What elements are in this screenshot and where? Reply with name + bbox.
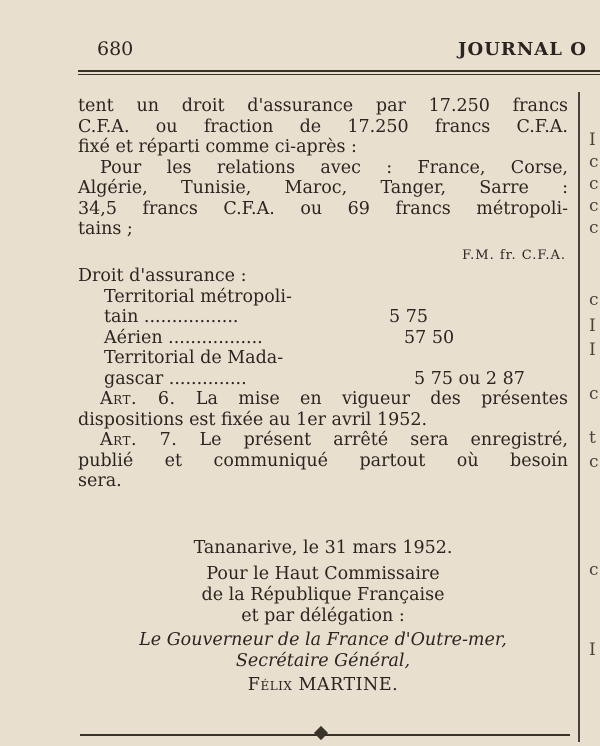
art6-line xyxy=(78,389,568,410)
page-number: 680 xyxy=(97,38,134,60)
signature-line: de la République Française xyxy=(201,585,445,605)
margin-fragment: c xyxy=(589,152,599,172)
art6-label: Art. 6. xyxy=(100,389,176,409)
margin-fragment: c xyxy=(589,452,599,472)
margin-fragment: I xyxy=(589,640,596,660)
adjacent-column-fragment xyxy=(589,0,600,746)
signatory-name: Félix MARTINE. xyxy=(247,675,399,695)
rate-value: 57 50 xyxy=(404,327,455,348)
rate-row xyxy=(78,287,568,308)
art7-line: sera. xyxy=(78,471,122,491)
text-column xyxy=(78,96,568,492)
signatory-title: Secrétaire Général, xyxy=(235,651,411,671)
art7-text: Le présent arrêté sera enregistré, xyxy=(199,430,568,450)
para2-line: Pour les relations avec : France, Corse, xyxy=(100,157,568,178)
art7-label: Art. 7. xyxy=(100,430,178,450)
art7-line xyxy=(78,430,568,451)
margin-fragment: I xyxy=(589,130,596,150)
rate-row xyxy=(78,328,568,349)
margin-fragment: c xyxy=(589,384,599,404)
para2-line: 34,5 francs C.F.A. ou 69 francs métropoli- xyxy=(78,198,568,219)
rate-label: tain ................. xyxy=(104,307,239,327)
page-header xyxy=(0,38,600,68)
rate-row xyxy=(78,307,568,328)
rate-row xyxy=(78,369,568,390)
margin-fragment: t xyxy=(589,428,596,448)
header-rule-thin xyxy=(78,74,600,75)
para1-line: C.F.A. ou fraction de 17.250 francs C.F.A. xyxy=(78,116,568,137)
rate-value: 5 75 ou 2 87 xyxy=(414,368,525,389)
signature-block xyxy=(78,538,568,696)
art6-text: La mise en vigueur des présentes xyxy=(195,389,568,409)
rate-label: Territorial métropoli- xyxy=(104,286,292,307)
place-date: Tananarive, le 31 mars 1952. xyxy=(193,538,453,558)
droit-heading: Droit d'assurance : xyxy=(78,266,247,286)
margin-fragment: c xyxy=(589,290,599,310)
signature-line: Pour le Haut Commissaire xyxy=(206,564,440,584)
margin-fragment: c xyxy=(589,174,599,194)
rule-ornament xyxy=(314,726,328,740)
para2-line: tains ; xyxy=(78,219,133,239)
margin-fragment: c xyxy=(589,218,599,238)
header-rule xyxy=(78,70,600,72)
signature-line: et par délégation : xyxy=(241,606,405,626)
margin-fragment: c xyxy=(589,196,599,216)
column-divider xyxy=(578,92,580,742)
para1-line: fixé et réparti comme ci-après : xyxy=(78,137,357,157)
margin-fragment: I xyxy=(589,316,596,336)
rate-label: Aérien ................. xyxy=(104,327,263,348)
margin-fragment: c xyxy=(589,560,599,580)
rate-label: gascar .............. xyxy=(104,368,247,389)
journal-title: JOURNAL O xyxy=(458,39,587,60)
para2-line: Algérie, Tunisie, Maroc, Tanger, Sarre : xyxy=(78,178,568,198)
para1-line: tent un droit d'assurance par 17.250 francs xyxy=(78,96,568,116)
rate-label: Territorial de Mada- xyxy=(104,348,284,368)
units-header: F.M. fr. C.F.A. xyxy=(462,247,566,263)
margin-fragment: I xyxy=(589,340,596,360)
rate-value: 5 75 xyxy=(389,307,428,327)
rate-row xyxy=(78,348,568,369)
signatory-title: Le Gouverneur de la France d'Outre-mer, xyxy=(139,630,507,650)
art6-line: dispositions est fixée au 1er avril 1952. xyxy=(78,409,428,430)
art7-line: publié et communiqué partout où besoin xyxy=(78,450,568,471)
